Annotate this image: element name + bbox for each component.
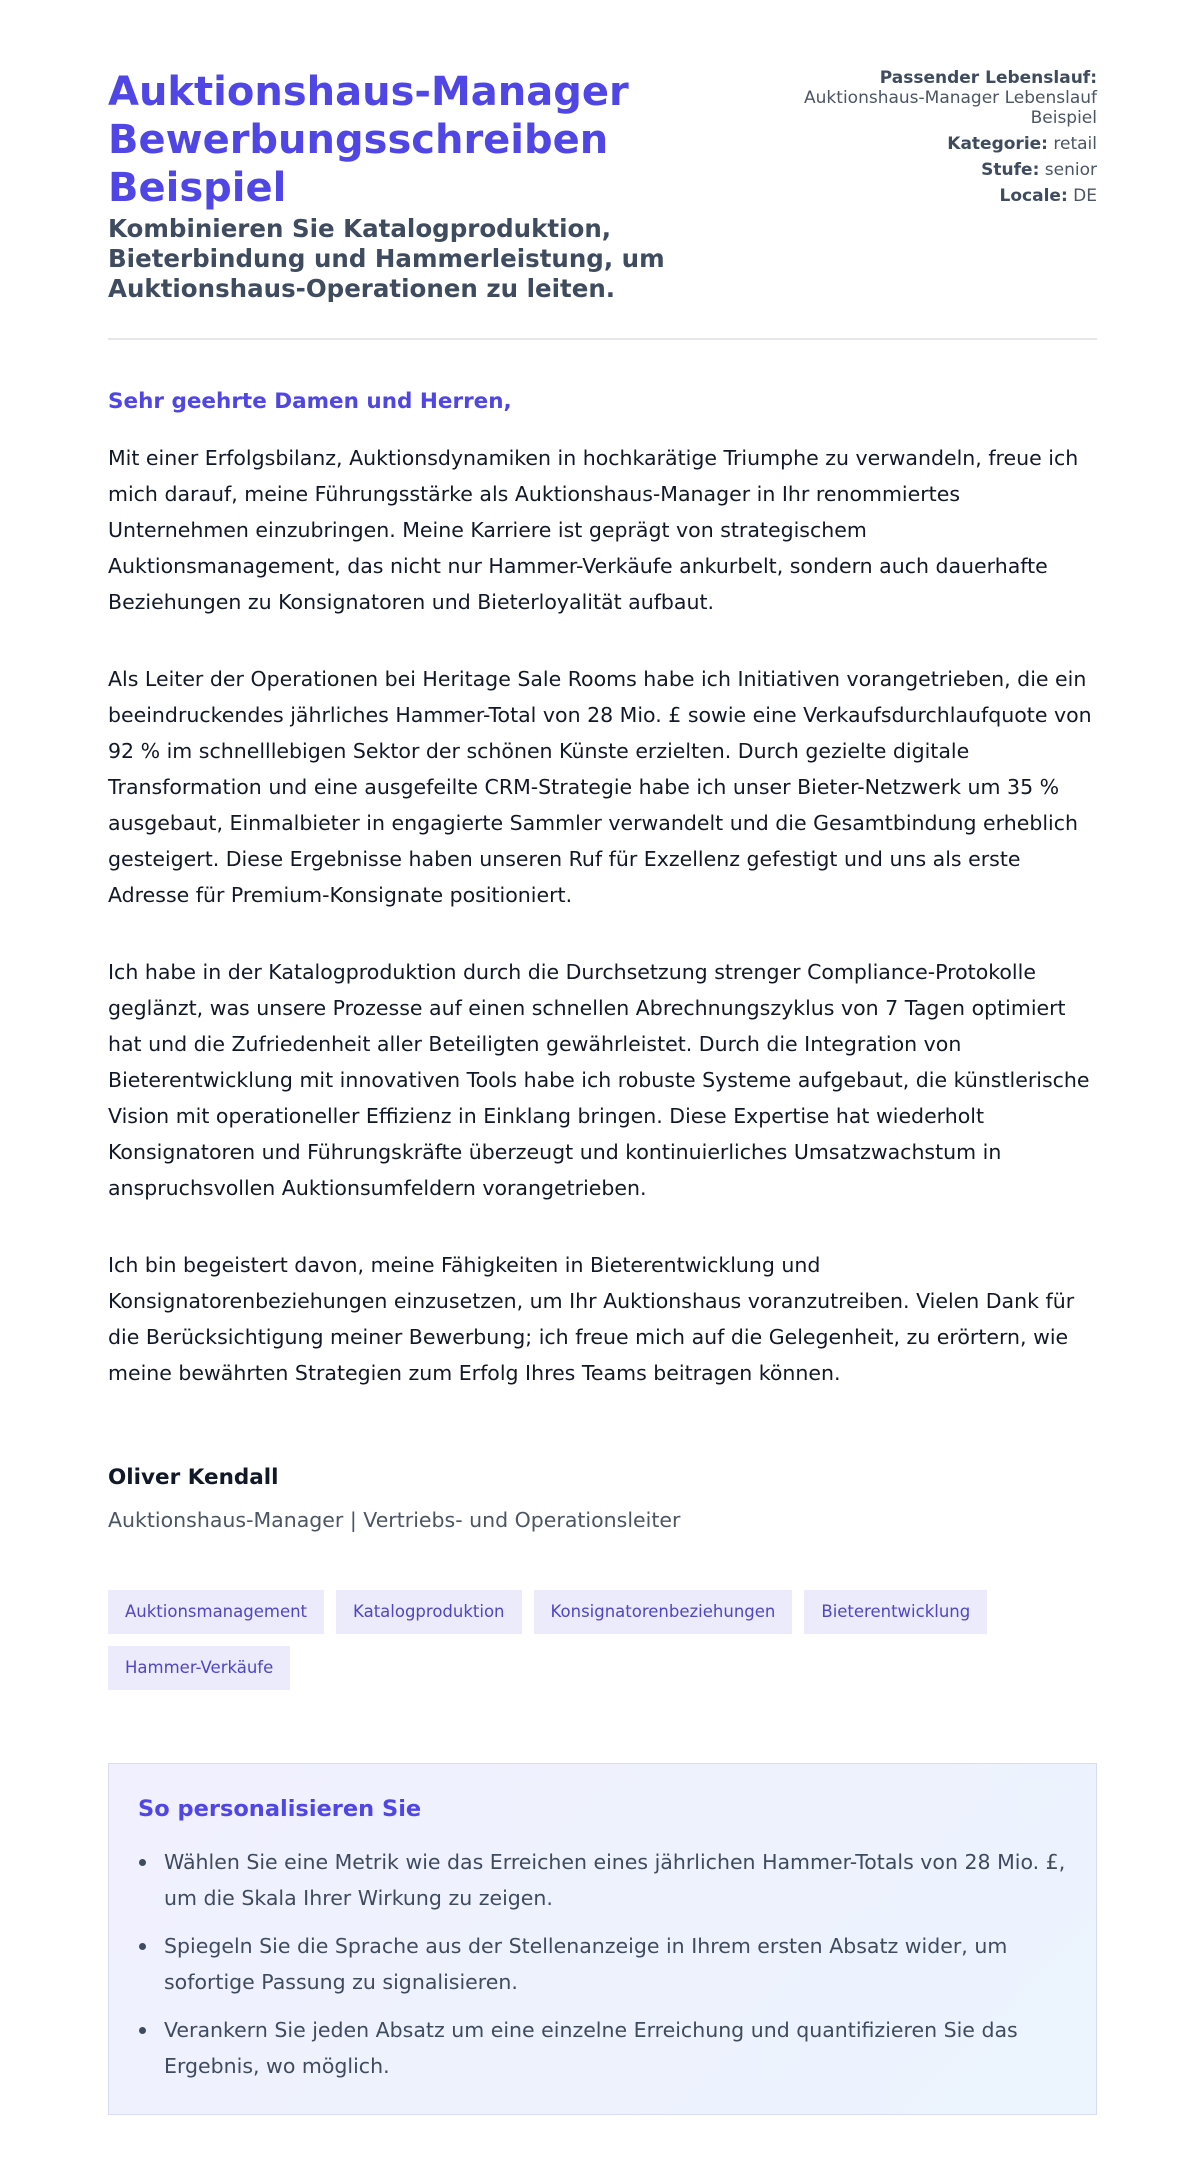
signature-block <box>108 1464 1097 1534</box>
meta-level-label: Stufe: <box>981 160 1040 180</box>
letter-paragraph: Ich habe in der Katalogproduktion durch die Durchsetzung strenger Compliance-Protokolle geglänzt, was unsere Prozesse auf einen schnellen Abrechnungszyklus von 7 Tagen optimiert hat und die Zufriedenheit aller Beteiligten gewährleistet. Durch die Integration von Bieterentwicklung mit innovativen Tools habe ich robuste Systeme aufgebaut, die künstlerische Vision mit operationeller Effizienz in Einklang bringen. Diese Expertise hat wiederholt Konsignatoren und Führungskräfte überzeugt und kontinuierliches Umsatzwachstum in anspruchsvollen Auktionsumfeldern vorangetrieben. <box>108 960 1090 1200</box>
letter-paragraph: Als Leiter der Operationen bei Heritage Sale Rooms habe ich Initiativen vorangetrieben, die ein beeindruckendes jährliches Hammer-Total von 28 Mio. £ sowie eine Verkaufsdurchlaufquote von 92 % im schnelllebigen Sektor der schönen Künste erzielten. Durch gezielte digitale Transformation und eine ausgefeilte CRM-Strategie habe ich unser Bieter-Netzwerk um 35 % ausgebaut, Einmalbieter in engagierte Sammler verwandelt und die Gesamtbindung erheblich gesteigert. Diese Ergebnisse haben unseren Ruf für Exzellenz gefestigt und uns als erste Adresse für Premium-Konsignate positioniert. <box>108 667 1092 907</box>
meta-level <box>764 160 1097 180</box>
letter-paragraph: Ich bin begeistert davon, meine Fähigkeiten in Bieterentwicklung und Konsignatorenbeziehungen einzusetzen, um Ihr Auktionshaus voranzutreiben. Vielen Dank für die Berücksichtigung meiner Bewerbung; ich freue mich auf die Gelegenheit, zu erörtern, wie meine bewährten Strategien zum Erfolg Ihres Teams beitragen können. <box>108 1253 1075 1385</box>
meta-matching-resume-link[interactable]: Auktionshaus-Manager Lebenslauf Beispiel <box>804 88 1097 128</box>
skill-tag[interactable]: Konsignatorenbeziehungen <box>534 1590 793 1634</box>
page-title: Auktionshaus-Manager Bewerbungsschreiben Beispiel <box>108 69 629 211</box>
tip-item: Spiegeln Sie die Sprache aus der Stellenanzeige in Ihrem ersten Absatz wider, um sofortige Passung zu signalisieren. <box>138 1928 1067 2000</box>
letter-body <box>108 388 1097 1391</box>
letter-paragraph: Mit einer Erfolgsbilanz, Auktionsdynamiken in hochkarätige Triumphe zu verwandeln, freue ich mich darauf, meine Führungsstärke als Auktionshaus-Manager in Ihr renommiertes Unternehmen einzubringen. Meine Karriere ist geprägt von strategischem Auktionsmanagement, das nicht nur Hammer-Verkäufe ankurbelt, sondern auch dauerhafte Beziehungen zu Konsignatoren und Bieterloyalität aufbaut. <box>108 446 1079 614</box>
meta-matching-resume <box>764 68 1097 128</box>
meta-category-value: retail <box>1053 134 1097 154</box>
meta-level-value: senior <box>1044 160 1097 180</box>
signature-name: Oliver Kendall <box>108 1465 279 1490</box>
meta-category <box>764 134 1097 154</box>
meta-locale <box>764 186 1097 206</box>
tips-title: So personalisieren Sie <box>138 1796 422 1822</box>
skill-tags <box>108 1590 1038 1690</box>
page-header <box>108 68 1097 340</box>
meta-locale-label: Locale: <box>999 186 1068 206</box>
meta-category-label: Kategorie: <box>947 134 1048 154</box>
signature-title: Auktionshaus-Manager | Vertriebs- und Operationsleiter <box>108 1508 681 1532</box>
skill-tag[interactable]: Auktionsmanagement <box>108 1590 324 1634</box>
meta-panel <box>764 68 1097 212</box>
letter-greeting: Sehr geehrte Damen und Herren, <box>108 389 512 414</box>
personalization-tips-box <box>108 1763 1097 2115</box>
skill-tag[interactable]: Hammer-Verkäufe <box>108 1646 290 1690</box>
page-subtitle: Kombinieren Sie Katalogproduktion, Bieterbindung und Hammerleistung, um Auktionshaus-Operationen zu leiten. <box>108 214 665 303</box>
meta-matching-resume-label: Passender Lebenslauf: <box>879 68 1097 88</box>
tip-item: Wählen Sie eine Metrik wie das Erreichen eines jährlichen Hammer-Totals von 28 Mio. £, um die Skala Ihrer Wirkung zu zeigen. <box>138 1844 1067 1916</box>
skill-tag[interactable]: Katalogproduktion <box>336 1590 521 1634</box>
meta-locale-value: DE <box>1073 186 1097 206</box>
title-block <box>108 68 764 304</box>
tips-list <box>138 1844 1067 2084</box>
tip-item: Verankern Sie jeden Absatz um eine einzelne Erreichung und quantifizieren Sie das Ergebnis, wo möglich. <box>138 2012 1067 2084</box>
skill-tag[interactable]: Bieterentwicklung <box>804 1590 987 1634</box>
